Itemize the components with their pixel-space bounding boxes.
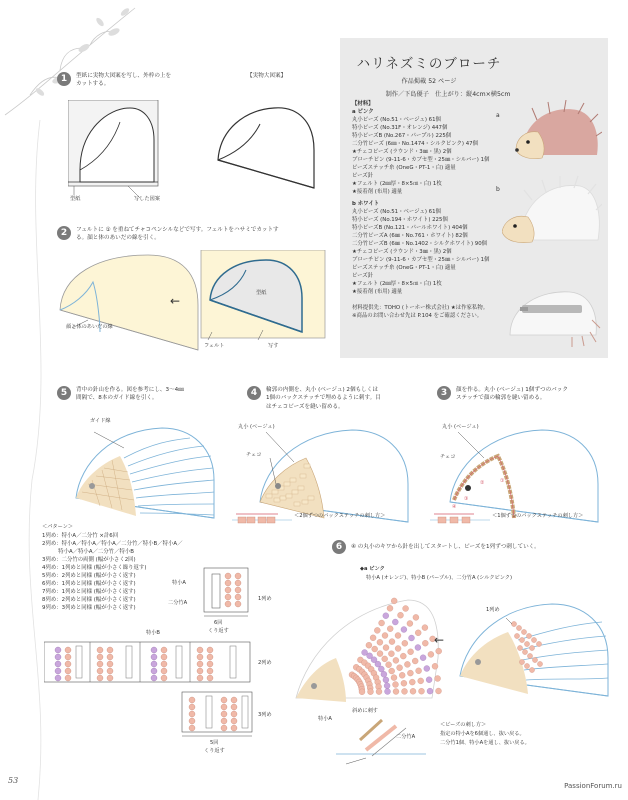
bead: [372, 646, 378, 652]
step-1-traced-label: 写した図案: [134, 196, 160, 202]
svg-text:←: ←: [434, 633, 445, 647]
pattern-line: 7列め：1列めと同様 (幅が小さく返す): [42, 589, 136, 595]
step-5-number: 5: [57, 386, 71, 400]
step-6-row1-diagram: [456, 590, 616, 702]
svg-text:①: ①: [500, 478, 505, 484]
pattern-line: 2列め：特小A／特小A／特小A／二分竹／特小B／特小A／: [42, 541, 183, 547]
site-watermark: PassionForum.ru: [564, 782, 622, 790]
hedgehog-photos: [502, 100, 602, 350]
bead: [422, 640, 428, 646]
variant-a-item: ブローチピン (9-11-6・カブセ型・25㎜・シルバー) 1個: [352, 157, 490, 163]
step-1-text-line2: カットする。: [76, 81, 110, 88]
hedgehog-pink-photo: [515, 100, 602, 159]
pattern-row2-label: 2列め: [258, 660, 272, 666]
bead-method-nibu: 二分竹A: [396, 734, 416, 740]
step-2-diagram: [58, 250, 328, 360]
pattern-row3-diagram: [180, 690, 254, 740]
step-2-text-line1: フェルトに ① を重ねてチャコペンシルなどで写す。フェルトをハサミでカットす: [76, 227, 279, 233]
bead: [393, 689, 399, 695]
bead: [400, 653, 406, 659]
pattern-line: 9列め：3列めと同様 (幅が小さく返す): [42, 605, 136, 611]
bead: [383, 613, 389, 619]
bead: [422, 625, 428, 631]
bead: [383, 645, 389, 651]
project-reference: 作品掲載 52 ページ: [401, 78, 457, 85]
step-5-text-line2: 間隔で、8本のガイド線を引く。: [76, 395, 158, 402]
bead: [404, 661, 410, 667]
svg-text:②: ②: [480, 480, 485, 486]
pattern-line: 4列め：1列めと同様 (幅が小さく繰り返す): [42, 565, 147, 571]
bead: [420, 655, 426, 661]
variant-b-item: 特小ビーズB (No.121・パールホワイト) 404個: [352, 225, 468, 231]
pattern-line: 8列め：2列めと同様 (幅が小さく返す): [42, 597, 136, 603]
svg-text:←: ←: [170, 294, 181, 308]
pattern-line: 特小A／特小A／二分竹／特小B: [42, 549, 134, 555]
bead: [418, 678, 424, 684]
bead: [432, 663, 438, 669]
bead: [393, 682, 399, 688]
step-4-text-line3: はチェコビーズを縫い留める。: [266, 403, 344, 410]
bead: [413, 614, 419, 620]
pattern-line: 5列め：2列めと同様 (幅が小さく返す): [42, 573, 136, 579]
bead: [426, 677, 432, 683]
bead: [376, 689, 382, 695]
bead: [378, 666, 384, 672]
step-2-number: 2: [57, 226, 71, 240]
copy-label: 写す: [268, 343, 279, 349]
pattern-repeat5b: くり返す: [204, 748, 225, 754]
step-3-czech-label: チェコ: [440, 454, 456, 460]
bead: [377, 651, 383, 657]
pattern-line: 1列め：特小A／二分竹 ×計6回: [42, 533, 119, 539]
step-1-text-line1: 型紙に実物大図案を写し、外枠の上を: [76, 73, 172, 79]
step-4-round-bead-label: 丸小 (ベージュ): [238, 424, 275, 430]
bead: [408, 649, 414, 655]
step-3-text: [456, 386, 568, 403]
step-3-caption: ＜1個ずつのバックステッチの刺し方＞: [492, 513, 584, 519]
variant-b-item: 丸小ビーズ (No.51・ベージュ) 61個: [352, 209, 441, 215]
pattern-tokuA-label: 特小A: [172, 580, 186, 586]
step-4-caption: ＜2個ずつのバックステッチの刺し方＞: [294, 513, 386, 519]
felt-label: フェルト: [204, 343, 225, 349]
step-1-paper-label: 型紙: [70, 196, 81, 202]
variant-b-item: 二分竹ビーズA (6㎜・No.761・ホワイト) 82個: [352, 233, 468, 239]
backstitch-1-diagram: [430, 510, 490, 530]
step-4-czech-label: チェコ: [246, 452, 262, 458]
pattern-row1-diagram: [182, 566, 252, 626]
step-3-round-bead-label: 丸小 (ベージュ): [442, 424, 479, 430]
pattern-repeat6: 6回: [214, 620, 223, 626]
pattern-nibu-label: 二分竹A: [168, 600, 188, 606]
bead: [382, 633, 388, 639]
variant-a-item: 二分竹ビーズ (6㎜・No.1474・シルクピンク) 47個: [352, 141, 479, 147]
variant-a-item: 特小ビーズB (No.267・パープル) 225個: [352, 133, 452, 139]
bead: [419, 688, 425, 694]
bead: [384, 683, 390, 689]
project-credit: 制作／下島優子 仕上がり：縦4cm×横5cm: [385, 91, 511, 98]
brooch-back-photo: [510, 292, 600, 347]
hedgehog-white-photo: [502, 176, 602, 243]
step-2-paper-label: 型紙: [256, 290, 267, 296]
contact-note: ※商品のお問い合わせ先は P.104 をご確認ください。: [352, 313, 483, 319]
bead: [391, 675, 397, 681]
bead: [397, 665, 403, 671]
page-number: 53: [8, 776, 19, 785]
step-5-text: [76, 386, 184, 403]
pattern-tokuB-label: 特小B: [146, 630, 160, 636]
variant-a-item: ビーズ針: [352, 173, 374, 179]
variant-b-item: ブローチピン (9-11-6・カブセ型・25㎜・シルバー) 1個: [352, 257, 490, 263]
step-4-text: [266, 386, 381, 411]
bead: [415, 630, 421, 636]
bead: [409, 679, 415, 685]
step-6-number: 6: [332, 540, 346, 554]
bead: [383, 677, 389, 683]
step-6-variant-beads: 特小A (オレンジ)、特小B (パープル)、二分竹A (シルクピンク): [366, 575, 512, 581]
face-body-line-label: 顔と体のあいだの線: [66, 324, 113, 330]
pattern-row1-label: 1列め: [258, 596, 272, 602]
step-4-text-line1: 輪郭の内側を、丸小 (ベージュ) 2個もしくは: [266, 387, 378, 393]
bead: [374, 627, 380, 633]
pattern-line: 3列め：二分竹の両側 (幅が小さく2回): [42, 557, 136, 563]
actual-size-label: 【実物大図案】: [247, 73, 287, 79]
photo-b-label: b: [496, 186, 500, 193]
bead: [391, 598, 397, 604]
svg-text:④: ④: [452, 504, 457, 510]
bead-method-title: ＜ビーズの刺し方＞: [440, 722, 487, 728]
variant-a-item: ★接着剤 (布用) 適量: [352, 189, 403, 195]
step-1-number: 1: [57, 72, 71, 86]
variant-b-item: ★フェルト (2㎜厚・8×5㎝・白) 1枚: [352, 281, 442, 287]
bead: [389, 668, 395, 674]
bead: [388, 651, 394, 657]
bead: [401, 627, 407, 633]
bead: [403, 606, 409, 612]
step-4-text-line2: 1個のバックステッチで埋めるように刺す。目: [266, 395, 381, 402]
step-4-number: 4: [247, 386, 261, 400]
pattern-row2-diagram: [44, 640, 254, 684]
variant-a-item: ★フェルト (2㎜厚・8×5㎝・白) 1枚: [352, 181, 442, 187]
bead: [402, 640, 408, 646]
bead: [393, 657, 399, 663]
pattern-repeat5: 5回: [210, 740, 219, 746]
diagonal-label: 斜めに刺す: [352, 708, 378, 714]
step-6-pink-diagram: [292, 588, 445, 706]
step-2-text: [76, 226, 279, 243]
bead-method-step1: 指定の特小Aを6個通し、抜い戻る。: [440, 731, 525, 737]
variant-a-item: ★チェコビーズ (ラウンド・3㎜・黒) 2個: [352, 149, 452, 155]
variant-a-label: a ピンク: [352, 109, 374, 115]
step-2-text-line2: る。顔と体のあいだの線を引く。: [76, 235, 160, 242]
bead: [436, 688, 442, 694]
bead: [395, 633, 401, 639]
variant-b-item: 二分竹ビーズB (6㎜・No.1402・シルクホワイト) 90個: [352, 241, 488, 247]
bead: [389, 639, 395, 645]
materials-label: 【材料】: [352, 101, 374, 107]
step-1-diagram: [68, 100, 318, 210]
bead: [386, 662, 392, 668]
bead-method-tokuA: 特小A: [318, 716, 332, 722]
bead: [428, 651, 434, 657]
step-3-text-line1: 顔を作る。丸小 (ベージュ) 1個ずつのバック: [456, 387, 568, 393]
bead: [410, 688, 416, 694]
step-6-row1-label: 1列め: [486, 607, 500, 613]
step-3-number: 3: [437, 386, 451, 400]
pattern-line: 6列め：1列めと同様 (幅が小さく返す): [42, 581, 136, 587]
bead: [407, 621, 413, 627]
bead: [385, 689, 391, 695]
bead: [416, 668, 422, 674]
bead: [401, 680, 407, 686]
bead-method-step2: 二分竹1個、特小Aを通し、抜い戻る。: [440, 740, 530, 746]
bead: [435, 676, 441, 682]
photo-a-label: a: [496, 112, 500, 119]
pattern-row3-label: 3列め: [258, 712, 272, 718]
pattern-repeat6b: くり返す: [208, 628, 229, 634]
step-3-text-line2: ステッチで顔の輪郭を縫い留める。: [456, 395, 546, 402]
bead: [427, 688, 433, 694]
pattern-title: ＜パターン＞: [42, 524, 74, 530]
step-5-text-line1: 背中の針山を作る。図を参考にし、3〜4㎜: [76, 387, 184, 393]
project-title: ハリネズミのブローチ: [356, 56, 502, 72]
variant-b-label: b ホワイト: [352, 201, 380, 207]
variant-b-item: ビーズステッチ糸 (OneG・PT-1・白) 適量: [352, 265, 456, 271]
supplier-note: 材料提供先：TOHO (トーホー株式会社) ★は作家私物。: [352, 305, 489, 311]
svg-text:③: ③: [464, 496, 469, 502]
variant-b-item: 特小ビーズ (No.194・ホワイト) 225個: [352, 217, 448, 223]
variant-b-item: ★チェコビーズ (ラウンド・3㎜・黒) 2個: [352, 249, 452, 255]
variant-b-item: ビーズ針: [352, 273, 374, 279]
bead: [382, 656, 388, 662]
bead: [387, 605, 393, 611]
bead: [387, 626, 393, 632]
step-5-diagram: [72, 418, 222, 523]
bead: [424, 666, 430, 672]
backstitch-2-diagram: [232, 510, 292, 530]
bead: [402, 688, 408, 694]
variant-a-item: ビーズステッチ糸 (OneG・PT-1・白) 適量: [352, 165, 456, 171]
bead: [379, 620, 385, 626]
bead: [370, 635, 376, 641]
bead: [377, 639, 383, 645]
variant-a-item: 丸小ビーズ (No.51・ベージュ) 61個: [352, 117, 441, 123]
bead: [409, 635, 415, 641]
bead: [398, 612, 404, 618]
side-vine-decoration: [20, 120, 60, 800]
bead-method-diagram: [336, 716, 436, 766]
guide-line-label: ガイド線: [90, 418, 111, 424]
bead: [407, 670, 413, 676]
variant-a-item: 特小ビーズ (No.31F・オレンジ) 447個: [352, 125, 448, 131]
bead: [381, 671, 387, 677]
bead: [415, 645, 421, 651]
bead: [395, 646, 401, 652]
step-6-text: ④ の丸小のキワから針を出してスタートし、ビーズを1列ずつ刺していく。: [351, 544, 540, 550]
bead: [412, 658, 418, 664]
bead: [368, 689, 374, 695]
bead: [392, 619, 398, 625]
step-6-variant: ◆a ピンク: [360, 566, 385, 572]
bead: [399, 672, 405, 678]
bead: [359, 689, 365, 695]
step-1-text: [76, 72, 171, 89]
variant-b-item: ★接着剤 (布用) 適量: [352, 289, 403, 295]
bead: [366, 642, 372, 648]
